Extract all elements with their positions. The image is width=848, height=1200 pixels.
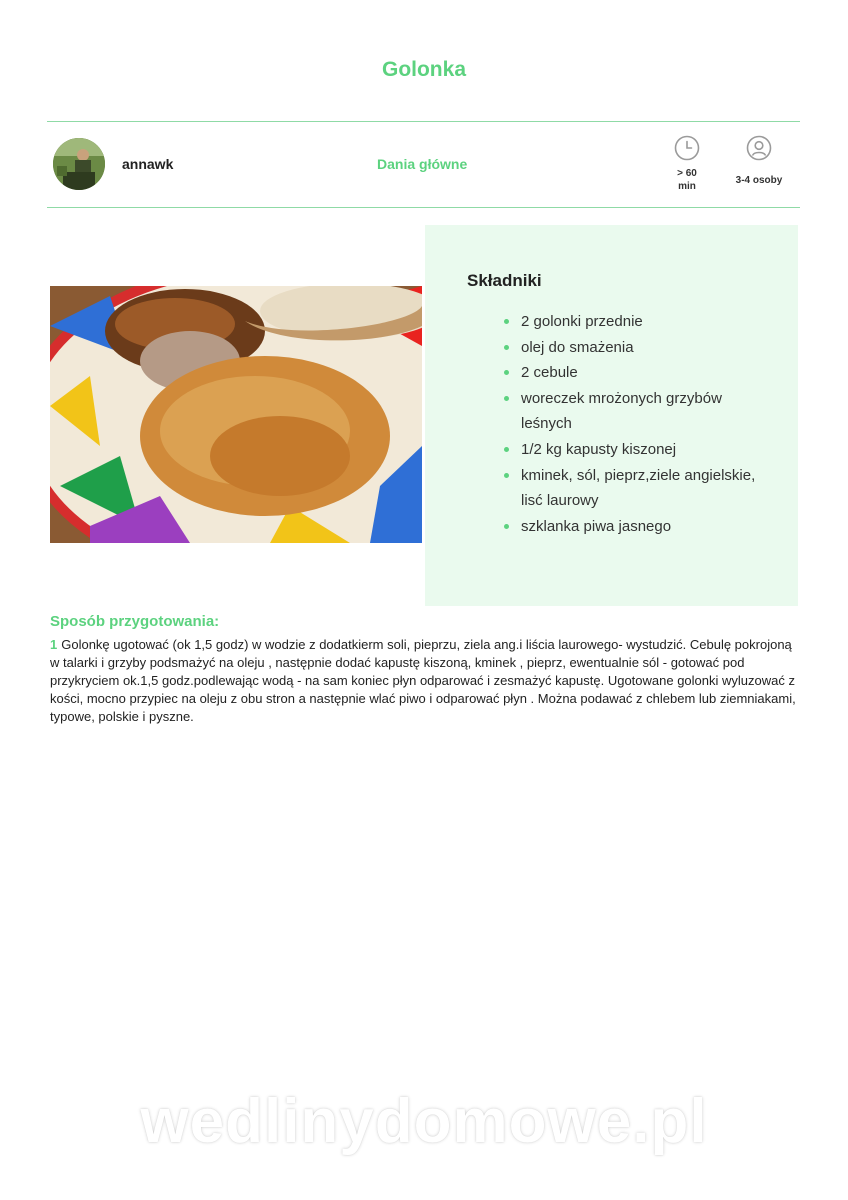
ingredient-item: 2 cebule [521, 360, 761, 386]
ingredient-item: szklanka piwa jasnego [521, 514, 761, 540]
ingredient-item: olej do smażenia [521, 335, 761, 361]
ingredients-panel [425, 225, 798, 606]
servings: 3-4 osoby [735, 175, 783, 186]
ingredient-item: 2 golonki przednie [521, 309, 761, 335]
cook-time-value: > 60 [677, 168, 697, 179]
ingredient-item: kminek, sól, pieprz,ziele angielskie, lisć laurowy [521, 463, 761, 514]
preparation-heading: Sposób przygotowania: [50, 613, 220, 630]
recipe-photo [50, 286, 422, 543]
author-name[interactable]: annawk [122, 156, 174, 172]
step-text: Golonkę ugotować (ok 1,5 godz) w wodzie z dodatkierm soli, pieprzu, ziela ang.i liścia laurowego- wystudzić. Cebulę pokrojoną w talarki i grzyby podsmażyć na oleju , następnie dodać kapustę kiszoną, kminek , pieprz, ewentualnie sól - gotować pod przykryciem ok.1,5 godz.podlewając wodą - na sam koniec płyn odparować i zesmażyć kapustę. Ugotowane golonki wyluzować z kości, mocno przypiec na oleju z obu stron a następnie wlać piwo i odparować płyn . Można podawać z chlebem lub ziemniakami, typowe, polskie i pyszne. [50, 637, 796, 724]
cook-time [662, 167, 712, 193]
recipe-title: Golonka [381, 58, 466, 81]
ingredients-title: Składniki [467, 271, 542, 290]
author-photo [53, 138, 105, 190]
ingredient-item: woreczek mrożonych grzybów leśnych [521, 386, 761, 437]
step-number: 1 [50, 637, 58, 652]
recipe-category[interactable]: Dania główne [377, 156, 468, 172]
recipe-meta-bar [47, 121, 800, 208]
site-watermark: wedlinydomowe.pl [140, 1087, 708, 1156]
avatar[interactable] [53, 138, 105, 190]
ingredients-list [521, 309, 761, 539]
ingredient-item: 1/2 kg kapusty kiszonej [521, 437, 761, 463]
cook-time-unit: min [678, 181, 696, 192]
clock-icon [674, 135, 700, 161]
user-icon [746, 135, 772, 161]
preparation-step [50, 636, 800, 726]
